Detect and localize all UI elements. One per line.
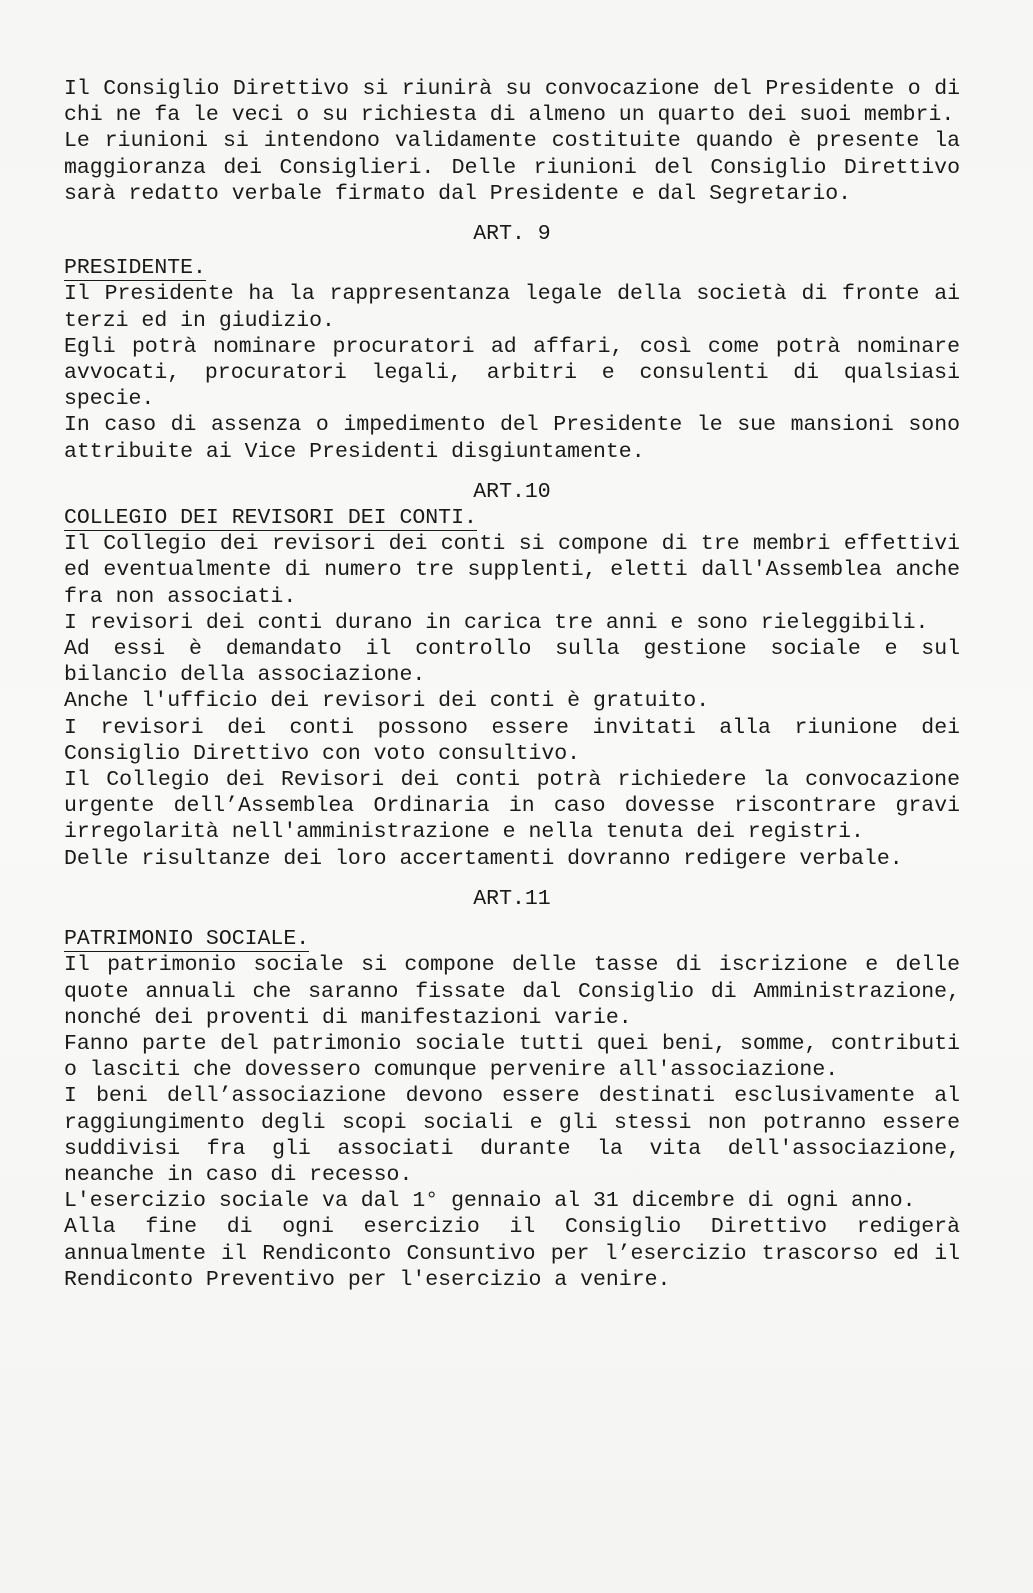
article-paragraph: Il Collegio dei revisori dei conti si compone di tre membri effettivi ed eventualmente di numero tre supplenti, eletti dall'Assemblea anche fra non associati. [64,532,960,609]
article-paragraph: I beni dell’associazione devono essere destinati esclusivamente al raggiungimento degli scopi sociali e gli stessi non potranno essere suddivisi fra gli associati durante la vita dell'associazione, neanche in caso di recesso. [64,1084,960,1187]
article-number-10: ART.10 [473,479,551,504]
article-paragraph: Delle risultanze dei loro accertamenti dovranno redigere verbale. [64,846,903,871]
article-heading-collegio-revisori: COLLEGIO DEI REVISORI DEI CONTI. [64,506,477,531]
article-heading-presidente: PRESIDENTE. [64,256,206,281]
article-heading-patrimonio-sociale: PATRIMONIO SOCIALE. [64,927,310,952]
article-paragraph: L'esercizio sociale va dal 1° gennaio al 31 dicembre di ogni anno. [64,1189,916,1214]
article-paragraph: Alla fine di ogni esercizio il Consiglio Direttivo redigerà annualmente il Rendiconto Consuntivo per l’esercizio trascorso ed il Rendiconto Preventivo per l'esercizio a venire. [64,1215,960,1292]
article-paragraph: I revisori dei conti possono essere invitati alla riunione dei Consiglio Direttivo con voto consultivo. [64,715,960,766]
article-paragraph: Egli potrà nominare procuratori ad affari, così come potrà nominare avvocati, procuratori legali, arbitri e consulenti di qualsiasi specie. [64,334,960,412]
intro-paragraph: Le riunioni si intendono validamente costituite quando è presente la maggioranza dei Consiglieri. Delle riunioni del Consiglio Direttivo sarà redatto verbale firmato dal Presidente e dal Segretario. [64,129,960,206]
article-paragraph: Il Presidente ha la rappresentanza legale della società di fronte ai terzi ed in giudizio. [64,282,960,333]
article-paragraph: Anche l'ufficio dei revisori dei conti è gratuito. [64,689,710,714]
article-paragraph: Il patrimonio sociale si compone delle tasse di iscrizione e delle quote annuali che saranno fissate dal Consiglio di Amministrazione, nonché dei proventi di manifestazioni varie. [64,953,960,1030]
article-number-9: ART. 9 [473,222,551,247]
article-paragraph: Ad essi è demandato il controllo sulla gestione sociale e sul bilancio della associazione. [64,637,960,688]
article-paragraph: I revisori dei conti durano in carica tre anni e sono rieleggibili. [64,610,929,635]
article-number-11: ART.11 [473,886,551,911]
intro-paragraph: Il Consiglio Direttivo si riunirà su convocazione del Presidente o di chi ne fa le veci o su richiesta di almeno un quarto dei suoi membri. [64,77,960,128]
article-paragraph: In caso di assenza o impedimento del Presidente le sue mansioni sono attribuite ai Vice Presidenti disgiuntamente. [64,413,960,464]
article-paragraph: Fanno parte del patrimonio sociale tutti quei beni, somme, contributi o lasciti che dovessero comunque pervenire all'associazione. [64,1031,960,1083]
document-body [64,76,960,1293]
article-paragraph: Il Collegio dei Revisori dei conti potrà richiedere la convocazione urgente dell’Assemblea Ordinaria in caso dovesse riscontrare gravi irregolarità nell'amministrazione e nella tenuta dei registri. [64,768,960,845]
